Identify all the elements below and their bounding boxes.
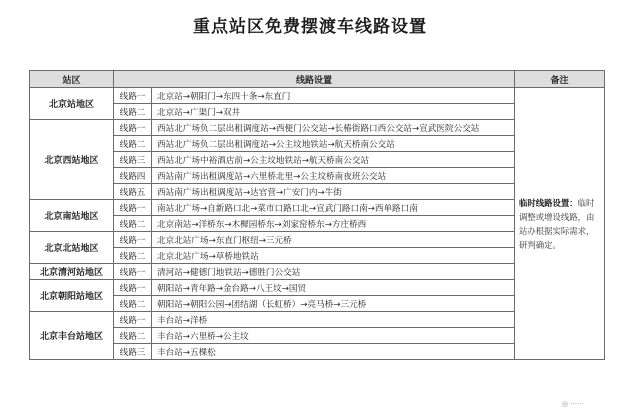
route-path: 北京北站广场→草桥地铁站 xyxy=(152,248,515,264)
route-label: 线路一 xyxy=(114,88,152,104)
route-path: 朝阳站→青年路→金台路→八王坟→国贸 xyxy=(152,280,515,296)
route-label: 线路一 xyxy=(114,312,152,328)
route-label: 线路二 xyxy=(114,104,152,120)
route-path: 西站北广场负二层出租调度站→公主坟地铁站→航天桥南公交站 xyxy=(152,136,515,152)
route-table xyxy=(29,70,605,360)
route-label: 线路二 xyxy=(114,296,152,312)
route-label: 线路一 xyxy=(114,232,152,248)
route-label: 线路二 xyxy=(114,216,152,232)
station-name: 北京南站地区 xyxy=(30,200,114,232)
route-path: 丰台站→五棵松 xyxy=(152,344,515,360)
route-label: 线路五 xyxy=(114,184,152,200)
station-name: 北京丰台站地区 xyxy=(30,312,114,360)
note-label: 临时线路设置： xyxy=(519,197,578,208)
route-label: 线路一 xyxy=(114,264,152,280)
note-text: 临时调整或增设线路，由站办根据实际需求，研判确定。 xyxy=(519,197,595,250)
route-path: 朝阳站→朝阳公园→团结湖（长虹桥）→亮马桥→三元桥 xyxy=(152,296,515,312)
header-note: 备注 xyxy=(515,71,605,88)
route-label: 线路一 xyxy=(114,280,152,296)
station-name: 北京北站地区 xyxy=(30,232,114,264)
route-label: 线路一 xyxy=(114,200,152,216)
header-route: 线路设置 xyxy=(114,71,515,88)
route-path: 西站北广场中裕酒店前→公主坟地铁站→航天桥南公交站 xyxy=(152,152,515,168)
note-cell xyxy=(515,88,605,360)
watermark-icon: ◎ ······ xyxy=(562,400,584,408)
route-path: 丰台站→洋桥 xyxy=(152,312,515,328)
station-name: 北京西站地区 xyxy=(30,120,114,200)
table-body xyxy=(30,88,605,360)
route-path: 清河站→健德门地铁站→德胜门公交站 xyxy=(152,264,515,280)
route-path: 北京站→广渠门→双井 xyxy=(152,104,515,120)
route-path: 北京站→朝阳门→东四十条→东直门 xyxy=(152,88,515,104)
route-label: 线路二 xyxy=(114,328,152,344)
station-name: 北京清河站地区 xyxy=(30,264,114,280)
route-label: 线路二 xyxy=(114,136,152,152)
route-label: 线路三 xyxy=(114,344,152,360)
route-label: 线路三 xyxy=(114,152,152,168)
route-label: 线路一 xyxy=(114,120,152,136)
route-path: 西站北广场负二层出租调度站→西便门公交站→长椿街路口西公交站→宣武医院公交站 xyxy=(152,120,515,136)
route-path: 西站南广场出租调度站→六里桥北里→公主坟桥南夜班公交站 xyxy=(152,168,515,184)
table-header-row xyxy=(30,71,605,88)
route-label: 线路四 xyxy=(114,168,152,184)
route-path: 西站南广场出租调度站→达官营→广安门内→牛街 xyxy=(152,184,515,200)
route-path: 北京南站→洋桥东→木樨园桥东→刘家窑桥东→方庄桥西 xyxy=(152,216,515,232)
table-row xyxy=(30,88,605,104)
route-label: 线路二 xyxy=(114,248,152,264)
route-path: 丰台站→六里桥→公主坟 xyxy=(152,328,515,344)
page-title: 重点站区免费摆渡车线路设置 xyxy=(193,17,427,37)
station-name: 北京站地区 xyxy=(30,88,114,120)
station-name: 北京朝阳站地区 xyxy=(30,280,114,312)
route-path: 南站北广场→自新路口北→菜市口路口北→宣武门路口南→西单路口南 xyxy=(152,200,515,216)
route-path: 北京北站广场→东直门枢纽→三元桥 xyxy=(152,232,515,248)
header-station: 站区 xyxy=(30,71,114,88)
